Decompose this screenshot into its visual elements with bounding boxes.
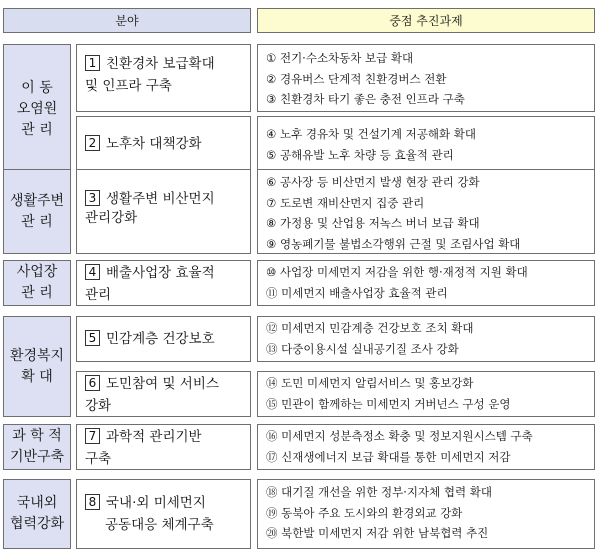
category-cell	[3, 479, 71, 549]
category-line: 협력강화	[9, 516, 65, 532]
items-cell	[257, 479, 595, 549]
category-line: 관 리	[21, 285, 53, 301]
table-row	[0, 316, 600, 417]
task-number: 2	[85, 135, 100, 151]
header-category: 분야	[3, 8, 251, 33]
category-line: 이 동	[21, 80, 53, 96]
task-cell	[76, 371, 251, 417]
list-item: ② 경유버스 단계적 친환경버스 전환	[266, 71, 447, 86]
task-number: 8	[85, 494, 100, 510]
list-item: ⑫ 미세먼지 민감계층 건강보호 조치 확대	[266, 321, 474, 335]
list-item: ⑨ 영농폐기물 불법소각행위 근절 및 조림사업 확대	[266, 236, 521, 251]
list-item: ⑤ 공해유발 노후 차량 등 효율적 관리	[266, 147, 454, 162]
list-item: ⑱ 대기질 개선을 위한 정부·지자체 협력 확대	[266, 485, 492, 499]
table-row	[0, 169, 600, 254]
category-cell	[3, 169, 71, 254]
task-number: 6	[85, 375, 100, 391]
task-cell	[76, 316, 251, 362]
category-line: 관 리	[21, 213, 53, 230]
category-cell	[3, 424, 71, 470]
task-title: 과학적 관리기반	[106, 429, 202, 445]
task-title: 및 인프라 구축	[85, 78, 172, 94]
list-item: ⑲ 동북아 주요 도시와의 환경외교 강화	[266, 505, 463, 520]
task-title: 노후차 대책강화	[106, 136, 202, 152]
items-cell	[257, 44, 595, 112]
category-line: 확 대	[21, 368, 53, 385]
task-number: 7	[85, 428, 100, 444]
list-item: ⑦ 도로변 재비산먼지 집중 관리	[266, 195, 425, 210]
items-cell	[257, 260, 595, 306]
list-item: ⑪ 미세먼지 배출사업장 효율적 관리	[266, 285, 448, 300]
items-cell	[257, 371, 595, 417]
table-row	[0, 44, 600, 175]
task-title: 구축	[85, 451, 112, 467]
category-cell	[3, 44, 71, 175]
category-line: 과 학 적	[12, 428, 62, 444]
category-line: 오염원	[16, 101, 58, 117]
task-cell	[76, 44, 251, 112]
list-item: ⑮ 민관이 함께하는 미세먼지 거버넌스 구성 운영	[266, 396, 511, 411]
items-cell	[257, 169, 595, 254]
list-item: ③ 친환경차 타기 좋은 충전 인프라 구축	[266, 92, 465, 106]
task-title: 생활주변 비산먼지	[106, 191, 215, 207]
list-item: ① 전기·수소차동차 보급 확대	[266, 51, 414, 65]
list-item: ⑯ 미세먼지 성분측정소 확충 및 정보지원시스템 구축	[266, 429, 533, 443]
task-title: 강화	[85, 398, 112, 414]
list-item: ⑧ 가정용 및 산업용 저녹스 버너 보급 확대	[266, 216, 480, 230]
category-line: 생활주변	[9, 192, 65, 209]
table-row	[0, 424, 600, 470]
list-item: ⑥ 공사장 등 비산먼지 발생 현장 관리 강화	[266, 175, 480, 189]
task-title: 민감계층 건강보호	[106, 331, 215, 347]
table-row	[0, 260, 600, 306]
task-cell	[76, 169, 251, 254]
task-title: 공동대응 체계구축	[105, 517, 214, 533]
items-cell	[257, 316, 595, 362]
task-title: 친환경차 보급확대	[106, 56, 215, 72]
list-item: ⑳ 북한발 미세먼지 저감 위한 남북협력 추진	[266, 526, 489, 540]
category-line: 국내외	[16, 495, 58, 511]
list-item: ⑬ 다중이용시설 실내공기질 조사 강화	[266, 341, 459, 356]
list-item: ⑩ 사업장 미세먼지 저감을 위한 행·재정적 지원 확대	[266, 265, 528, 279]
category-line: 기반구축	[9, 449, 65, 465]
category-line: 사업장	[16, 264, 58, 280]
task-cell	[76, 260, 251, 306]
task-title: 도민참여 및 서비스	[106, 376, 219, 392]
category-line: 환경복지	[9, 347, 65, 364]
task-number: 1	[85, 55, 100, 71]
task-title: 배출사업장 효율적	[106, 265, 215, 281]
category-line: 관 리	[21, 122, 53, 138]
task-number: 4	[85, 264, 100, 280]
task-number: 5	[85, 330, 100, 346]
task-cell	[76, 424, 251, 470]
header-tasks: 중점 추진과제	[257, 8, 595, 33]
category-cell	[3, 260, 71, 306]
category-cell	[3, 316, 71, 417]
task-number: 3	[85, 190, 100, 206]
task-cell	[76, 479, 251, 549]
task-cell	[76, 116, 251, 175]
list-item: ④ 노후 경유차 및 건설기계 저공해화 확대	[266, 127, 476, 141]
task-title: 관리	[85, 287, 112, 303]
table-row	[0, 479, 600, 549]
task-title: 관리강화	[85, 210, 138, 226]
items-cell	[257, 424, 595, 470]
task-title: 국내·외 미세먼지	[106, 495, 206, 511]
items-cell	[257, 116, 595, 175]
list-item: ⑰ 신재생에너지 보급 확대를 통한 미세먼지 저감	[266, 449, 511, 464]
list-item: ⑭ 도민 미세먼지 알림서비스 및 홍보강화	[266, 376, 474, 390]
